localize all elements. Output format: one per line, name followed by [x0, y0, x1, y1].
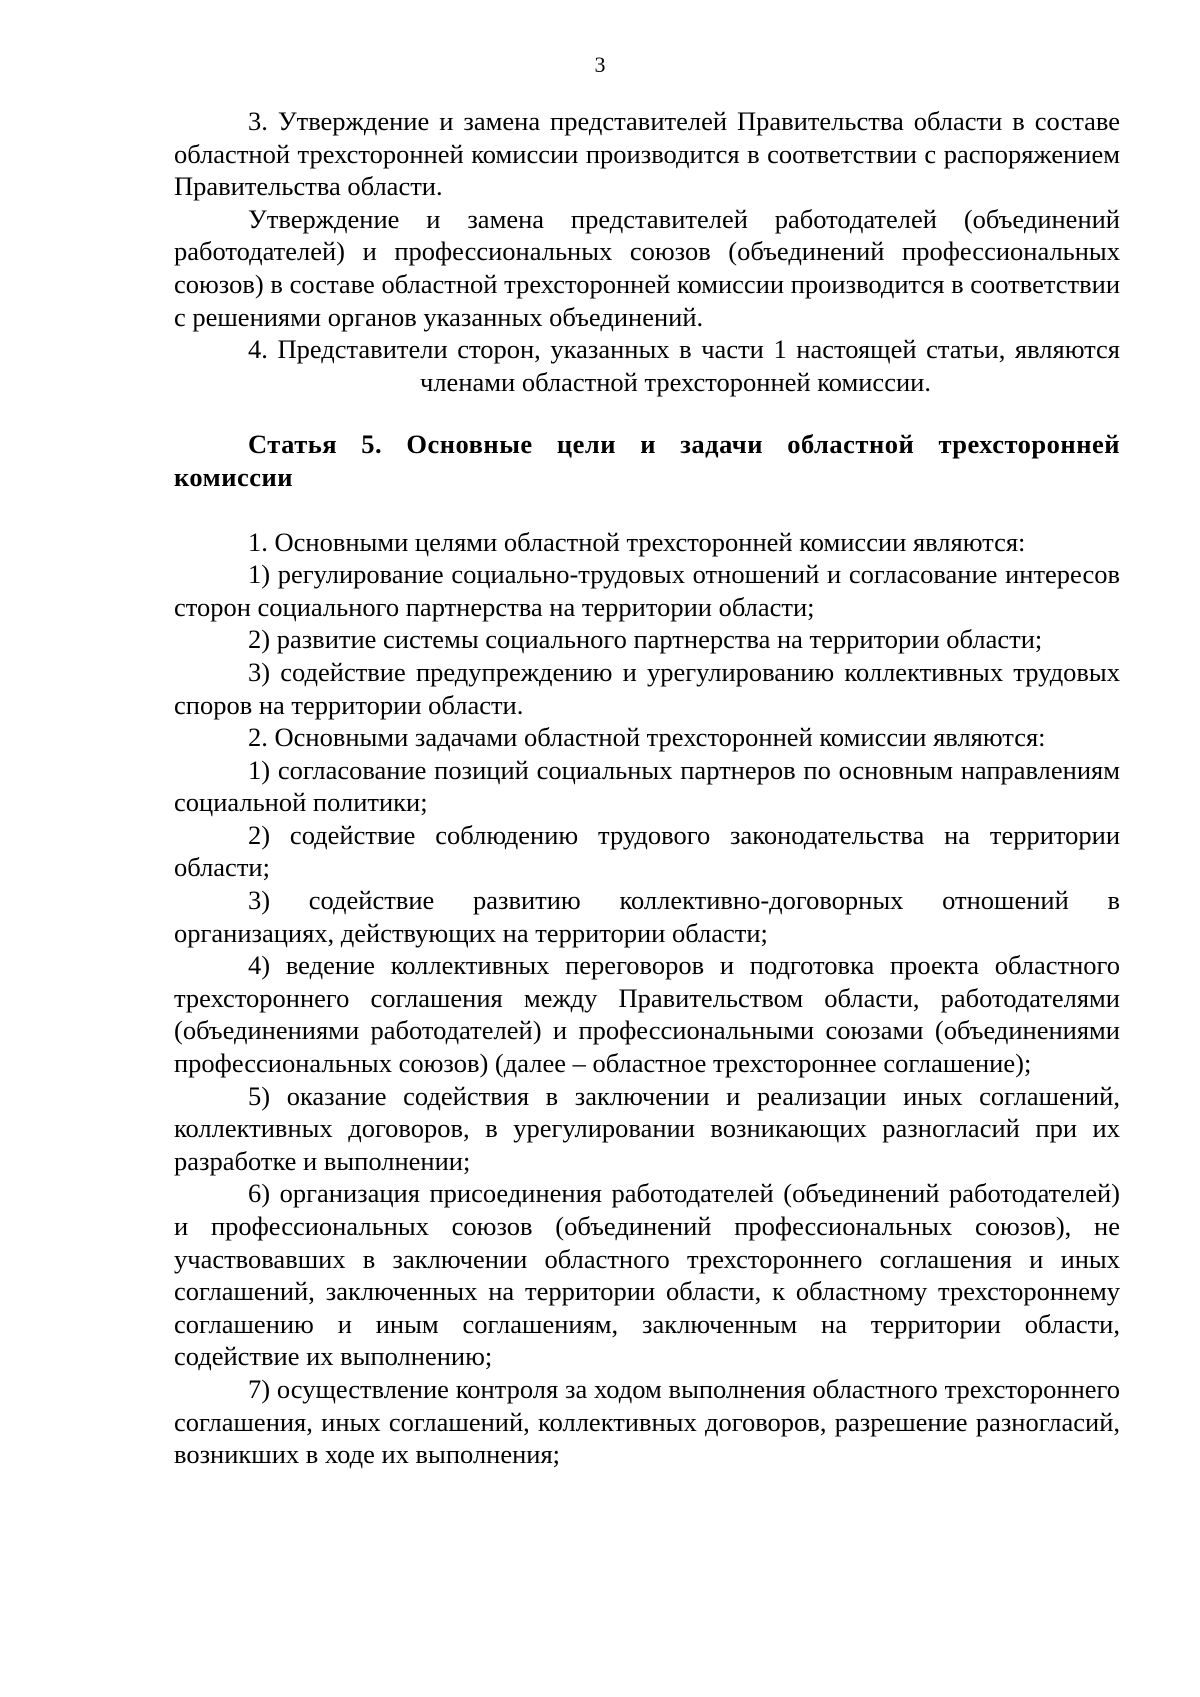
paragraph: 2) содействие соблюдению трудового законодательства на территории области; — [174, 819, 1120, 883]
page-number: 3 — [594, 52, 606, 77]
paragraph: 1) регулирование социально-трудовых отношений и согласование интересов сторон социального партнерства на территории области; — [174, 559, 1120, 622]
paragraph: 2) развитие системы социального партнерства на территории области; — [248, 624, 1043, 655]
paragraph: 1) согласование позиций социальных партнеров по основным направлениям социальной политики; — [174, 754, 1120, 818]
paragraph: 5) оказание содействия в заключении и реализации иных соглашений, коллективных договоров, в урегулировании возникающих разногласий при их разработке и выполнении; — [174, 1080, 1120, 1176]
paragraph: 4) ведение коллективных переговоров и подготовка проекта областного трехстороннего соглашения между Правительством области, работодателями (объединениями работодателей) и профессиональными союзами (объединениями профессиональных союзов) (далее – областное трехстороннее соглашение); — [174, 950, 1120, 1079]
paragraph: Утверждение и замена представителей работодателей (объединений работодателей) и профессиональных союзов (объединений профессиональных союзов) в составе областной трехсторонней комиссии производится в соответствии с решениями органов указанных объединений. — [174, 203, 1120, 332]
paragraph: 1. Основными целями областной трехсторонней комиссии являются: — [248, 526, 1026, 557]
paragraph: 6) организация присоединения работодателей (объединений работодателей) и профессиональных союзов (объединений профессиональных союзов), не участвовавших в заключении областного трехстороннего соглашения и иных соглашений, заключенных на территории области, к областному трехстороннему соглашению и иным соглашениям, заключенным на территории области, содействие их выполнению; — [174, 1178, 1120, 1372]
paragraph-text: 4. Представители сторон, указанных в части 1 настоящей статьи, являются — [248, 334, 1120, 365]
article-heading: Статья 5. Основные цели и задачи областной трехсторонней комиссии — [174, 429, 1120, 492]
paragraph-text-continued: членами областной трехсторонней комиссии. — [420, 366, 931, 397]
paragraph: 7) осуществление контроля за ходом выполнения областного трехстороннего соглашения, иных соглашений, коллективных договоров, разрешение разногласий, возникших в ходе их выполнения; — [174, 1373, 1120, 1470]
paragraph: 2. Основными задачами областной трехсторонней комиссии являются: — [248, 722, 1046, 753]
paragraph: 3) содействие развитию коллективно-договорных отношений в организациях, действующих на территории области; — [174, 885, 1120, 948]
paragraph — [174, 333, 1120, 398]
paragraph: 3. Утверждение и замена представителей Правительства области в составе областной трехсторонней комиссии производится в соответствии с распоряжением Правительства области. — [174, 106, 1120, 202]
paragraph: 3) содействие предупреждению и урегулированию коллективных трудовых споров на территории области. — [174, 656, 1120, 720]
document-body — [174, 105, 1120, 1471]
